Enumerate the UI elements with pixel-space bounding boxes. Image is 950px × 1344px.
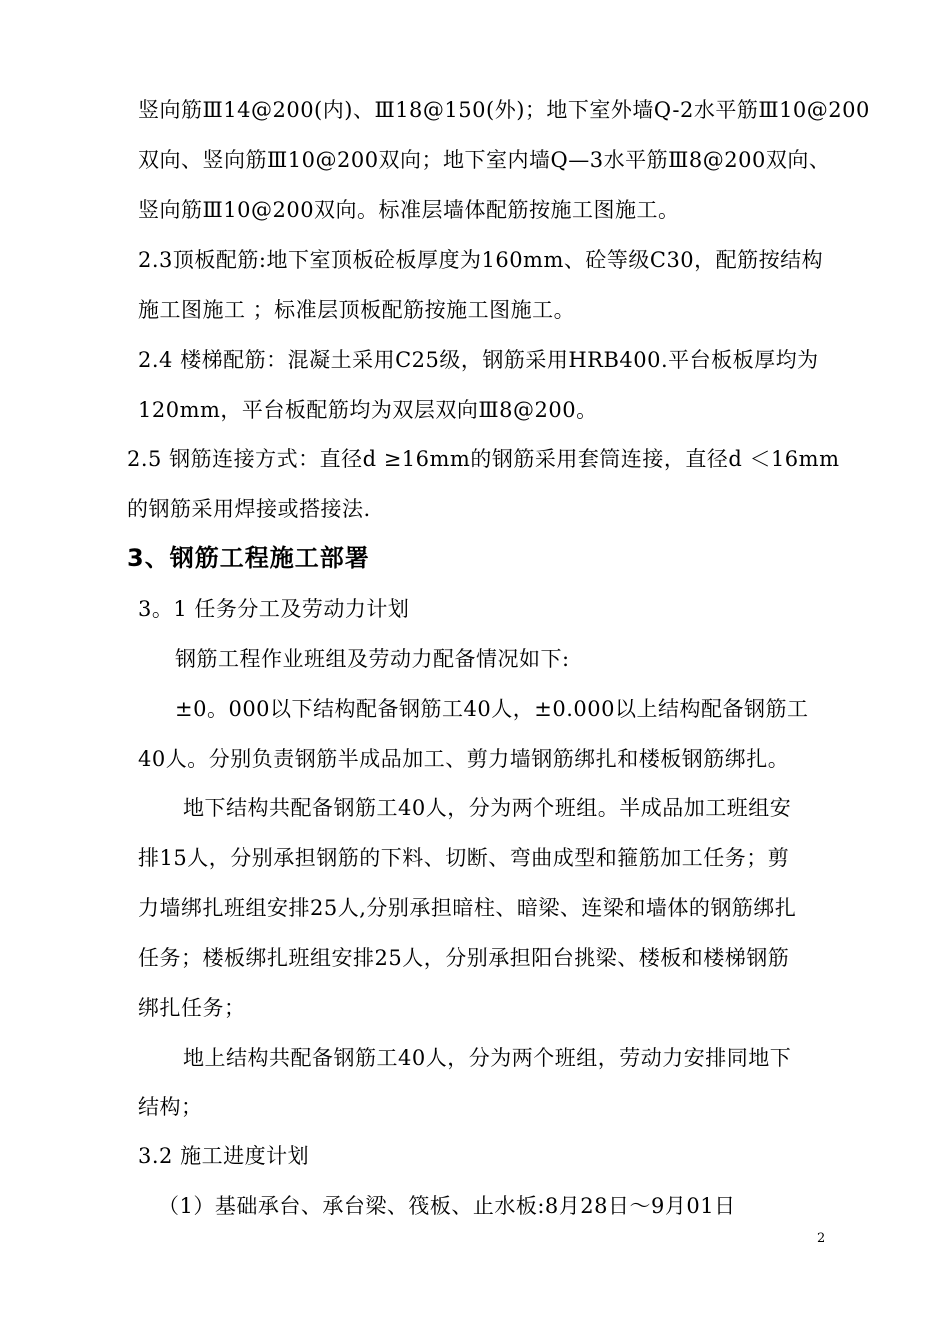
body-line: 的钢筋采用焊接或搭接法. (127, 497, 371, 521)
body-line: 排15人，分别承担钢筋的下料、切断、弯曲成型和箍筋加工任务；剪 (138, 846, 790, 870)
body-line: 双向、竖向筋Ⅲ10@200双向；地下室内墙Q—3水平筋Ⅲ8@200双向、 (138, 148, 831, 172)
section-heading: 3、钢筋工程施工部署 (127, 544, 370, 572)
body-line: 2.3顶板配筋:地下室顶板砼板厚度为160mm、砼等级C30，配筋按结构 (138, 248, 824, 272)
body-line: 施工图施工 ；标准层顶板配筋按施工图施工。 (138, 298, 576, 322)
page-number: 2 (817, 1231, 826, 1246)
body-line: 任务；楼板绑扎班组安排25人，分别承担阳台挑梁、楼板和楼梯钢筋 (138, 946, 790, 970)
subsection-title: 3。1 任务分工及劳动力计划 (138, 597, 410, 621)
body-line: 地下结构共配备钢筋工40人，分为两个班组。半成品加工班组安 (183, 796, 792, 820)
body-line: 力墙绑扎班组安排25人,分别承担暗柱、暗梁、连梁和墙体的钢筋绑扎 (138, 896, 797, 920)
body-line: （1）基础承台、承台梁、筏板、止水板:8月28日～9月01日 (158, 1194, 736, 1218)
body-line: ±0。000以下结构配备钢筋工40人，±0.000以上结构配备钢筋工 (175, 697, 809, 721)
body-line: 地上结构共配备钢筋工40人，分为两个班组，劳动力安排同地下 (183, 1046, 792, 1070)
body-line: 2.5 钢筋连接方式：直径d ≥16mm的钢筋采用套筒连接，直径d ＜16mm (127, 447, 840, 471)
body-line: 2.4 楼梯配筋：混凝土采用C25级，钢筋采用HRB400.平台板板厚均为 (138, 348, 819, 372)
body-line: 钢筋工程作业班组及劳动力配备情况如下: (175, 647, 570, 671)
body-line: 40人。分别负责钢筋半成品加工、剪力墙钢筋绑扎和楼板钢筋绑扎。 (138, 747, 790, 771)
body-line: 竖向筋Ⅲ10@200双向。标准层墙体配筋按施工图施工。 (138, 198, 680, 222)
body-line: 120mm，平台板配筋均为双层双向Ⅲ8@200。 (138, 398, 598, 422)
body-line: 结构； (138, 1095, 203, 1119)
body-line: 绑扎任务； (138, 996, 246, 1020)
subsection-title: 3.2 施工进度计划 (138, 1144, 310, 1168)
body-line: 竖向筋Ⅲ14@200(内)、Ⅲ18@150(外)；地下室外墙Q-2水平筋Ⅲ10@200 (138, 98, 870, 122)
